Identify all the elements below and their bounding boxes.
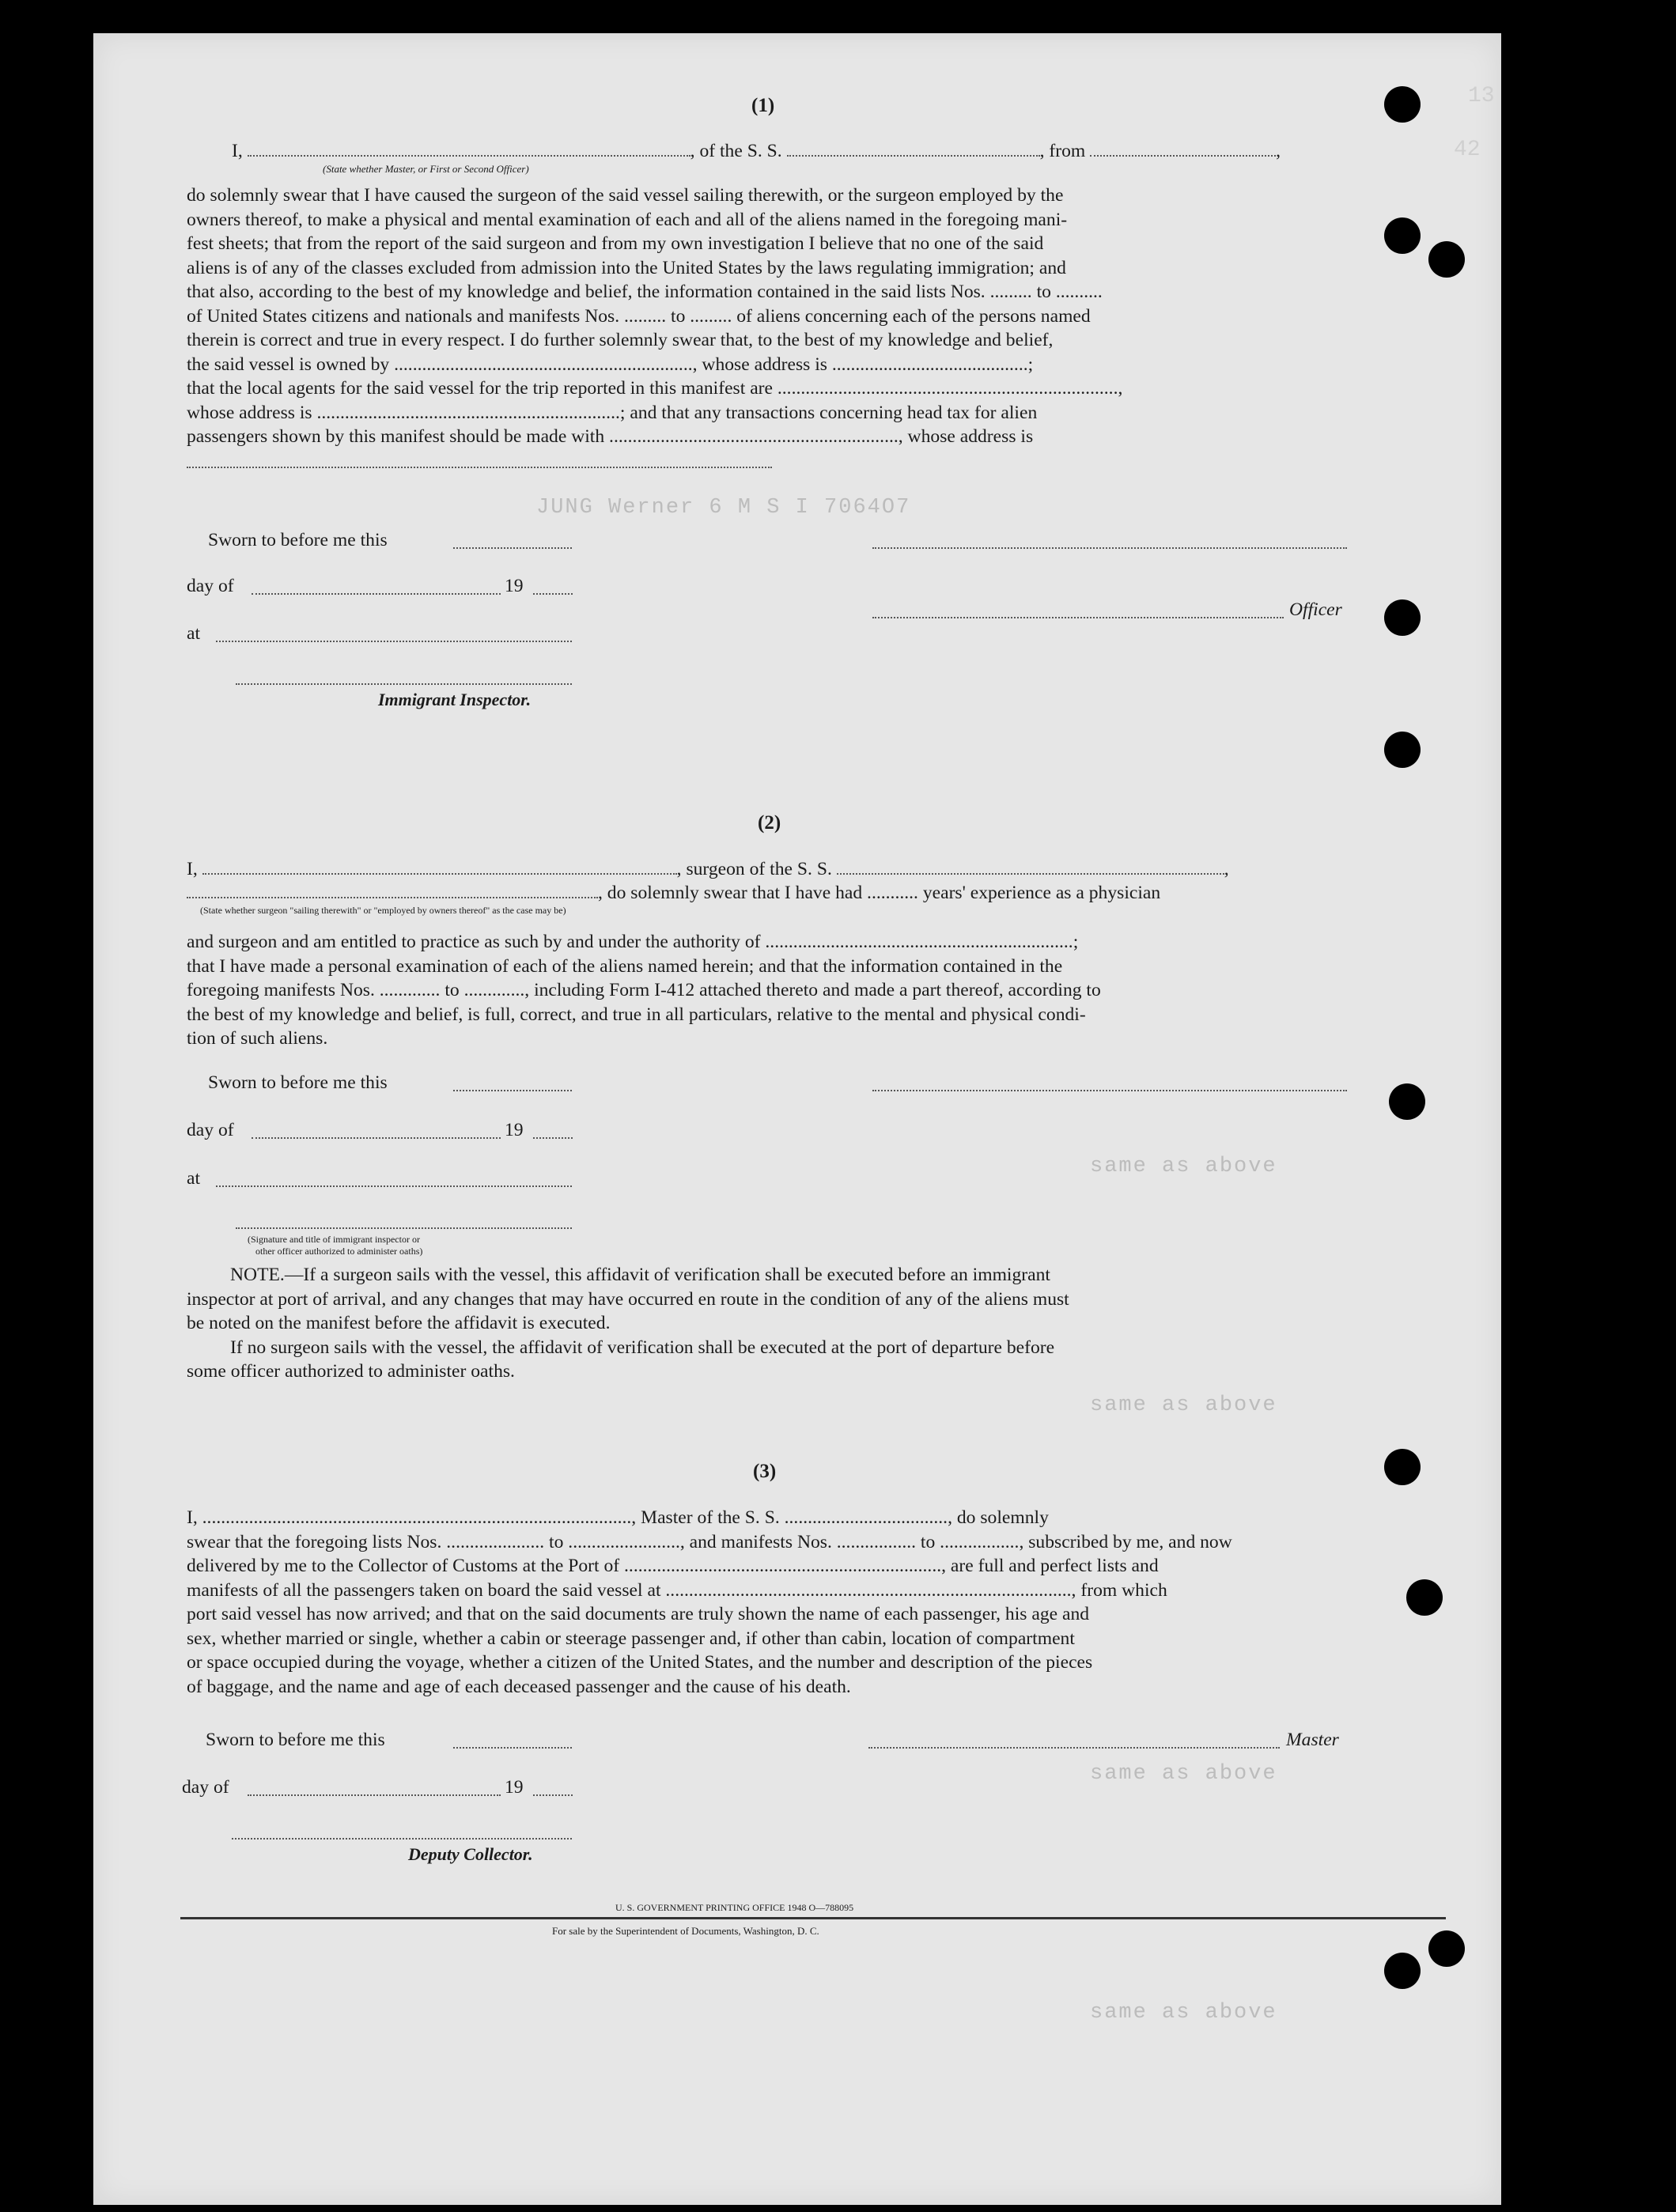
oath-line: sex, whether married or single, whether a cabin or steerage passenger and, if other than cabin, location of compartment <box>187 1628 1075 1649</box>
binder-hole <box>1384 86 1421 123</box>
day-of-label-1: day of <box>187 576 234 596</box>
surgeon-line-2: , do solemnly swear that I have had ........... years' experience as a physician <box>187 883 1160 904</box>
binder-hole <box>1384 1953 1421 1989</box>
note-line: be noted on the manifest before the affidavit is executed. <box>187 1313 611 1333</box>
master-label: Master <box>1286 1730 1339 1750</box>
oath-line: delivered by me to the Collector of Customs at the Port of ...................................................................., are full and perfect lists and <box>187 1556 1159 1576</box>
footer-rule <box>180 1917 1446 1919</box>
at-label-1: at <box>187 623 201 644</box>
at-field-2[interactable] <box>216 1185 572 1187</box>
form-sheet <box>93 33 1501 2205</box>
signature-line-1[interactable] <box>872 547 1347 549</box>
binder-hole <box>1384 732 1421 768</box>
immigrant-inspector-label: Immigrant Inspector. <box>378 690 532 709</box>
bleed-through-text: same as above <box>1090 2001 1277 2025</box>
oath-line: or space occupied during the voyage, whether a citizen of the United States, and the number and description of the pieces <box>187 1652 1093 1673</box>
oath-line: port said vessel has now arrived; and that on the said documents are truly shown the name of each passenger, his age and <box>187 1604 1090 1624</box>
day-of-field-3[interactable] <box>248 1794 501 1796</box>
binder-hole <box>1428 241 1465 278</box>
collector-signature-line[interactable] <box>232 1838 572 1840</box>
oath-line: I, ............................................................................................, Master of the S. S. ..................................., do solemnly <box>187 1507 1049 1528</box>
year-prefix-3: 19 <box>505 1777 524 1798</box>
role-caption: (State whether Master, or First or Second Officer) <box>323 163 529 175</box>
sale-notice: For sale by the Superintendent of Documents, Washington, D. C. <box>552 1925 819 1937</box>
oath-line: fest sheets; that from the report of the said surgeon and from my own investigation I believe that no one of the said <box>187 233 1044 254</box>
oath-line: whose address is .................................................................; and that any transactions concerning head tax for alien <box>187 402 1038 423</box>
at-label-2: at <box>187 1168 201 1189</box>
day-of-field-1[interactable] <box>252 593 501 595</box>
oath-opening-line: I, , of the S. S. , from , <box>232 141 1281 161</box>
note-label: NOTE. <box>230 1265 285 1285</box>
oath-line: tion of such aliens. <box>187 1028 328 1049</box>
official-signature-line[interactable] <box>236 1227 572 1229</box>
section-1-number: (1) <box>751 95 775 116</box>
bleed-through-mark: 42 <box>1454 138 1481 162</box>
oath-line: that I have made a personal examination of each of the aliens named herein; and that the information contained in the <box>187 955 1063 977</box>
note2-line: some officer authorized to administer oaths. <box>187 1361 515 1382</box>
at-field-1[interactable] <box>216 641 572 642</box>
sworn-date-field-2[interactable] <box>453 1090 572 1091</box>
bleed-through-text: JUNG Werner 6 M S I 7064O7 <box>536 496 911 520</box>
year-field-2[interactable] <box>533 1137 573 1139</box>
oath-line: passengers shown by this manifest should be made with .............................................................., whose address is <box>187 426 1034 447</box>
oath-line: swear that the foregoing lists Nos. ..................... to ........................, and manifests Nos. ................. to ................., subscribed by me, and now <box>187 1531 1232 1552</box>
sworn-date-field-3[interactable] <box>453 1747 572 1749</box>
binder-hole <box>1406 1579 1443 1616</box>
surgeon-line-1: I, , surgeon of the S. S. , <box>187 859 1229 879</box>
sworn-label-2: Sworn to before me this <box>208 1072 388 1093</box>
section-2-number: (2) <box>758 812 781 834</box>
day-of-field-2[interactable] <box>252 1137 501 1139</box>
oath-line: aliens is of any of the classes excluded from admission into the United States by the laws regulating immigration; and <box>187 257 1066 278</box>
oath-line: do solemnly swear that I have caused the surgeon of the said vessel sailing therewith, or the surgeon employed by the <box>187 185 1064 206</box>
day-of-label-2: day of <box>187 1120 234 1140</box>
master-signature-line[interactable] <box>868 1747 1280 1749</box>
year-field-1[interactable] <box>533 593 573 595</box>
oath-line: owners thereof, to make a physical and mental examination of each and all of the aliens named in the foregoing mani- <box>187 209 1068 230</box>
oath-line: that the local agents for the said vessel for the trip reported in this manifest are ........................................................................., <box>187 378 1123 399</box>
day-of-label-3: day of <box>182 1777 229 1798</box>
bleed-through-text: same as above <box>1090 1155 1277 1178</box>
bleed-through-mark: 13 <box>1468 84 1495 108</box>
printing-office-imprint: U. S. GOVERNMENT PRINTING OFFICE 1948 O—788095 <box>615 1902 854 1913</box>
signature-caption-2: other officer authorized to administer oaths) <box>255 1246 423 1257</box>
year-field-3[interactable] <box>533 1794 573 1796</box>
binder-hole <box>1384 1449 1421 1485</box>
oath-line: foregoing manifests Nos. ............. to ............., including Form I-412 attached thereto and made a part thereof, according to <box>187 980 1101 1000</box>
oath-line: manifests of all the passengers taken on board the said vessel at ......................................................................................., from which <box>187 1579 1167 1601</box>
section-3-oath-text <box>187 1506 1452 1699</box>
inspector-signature-line[interactable] <box>236 683 572 685</box>
surgeon-caption: (State whether surgeon "sailing therewith" or "employed by owners thereof" as the case may be) <box>200 905 566 916</box>
signature-caption-1: (Signature and title of immigrant inspector or <box>248 1234 420 1245</box>
sworn-label-1: Sworn to before me this <box>208 530 388 550</box>
oath-line: therein is correct and true in every respect. I do further solemnly swear that, to the best of my knowledge and belief, <box>187 330 1054 350</box>
section-2-oath-text <box>187 930 1452 1051</box>
sworn-label-3: Sworn to before me this <box>206 1730 385 1750</box>
oath-line: of baggage, and the name and age of each deceased passenger and the cause of his death. <box>187 1676 851 1697</box>
note-line: —If a surgeon sails with the vessel, this affidavit of verification shall be executed before an immigrant <box>284 1265 1050 1285</box>
address-line <box>187 467 772 468</box>
oath-line: that also, according to the best of my knowledge and belief, the information contained in the said lists Nos. ......... to .......... <box>187 282 1103 302</box>
note-line: inspector at port of arrival, and any changes that may have occurred en route in the condition of any of the aliens must <box>187 1288 1069 1310</box>
note-paragraph <box>187 1263 1452 1384</box>
officer-label: Officer <box>1289 599 1342 620</box>
officer-line[interactable] <box>872 617 1284 618</box>
binder-hole <box>1384 599 1421 636</box>
binder-hole <box>1389 1083 1425 1120</box>
binder-hole <box>1384 217 1421 254</box>
year-prefix-2: 19 <box>505 1120 524 1140</box>
deputy-collector-label: Deputy Collector. <box>408 1844 533 1864</box>
oath-line: the best of my knowledge and belief, is full, correct, and true in all particulars, relative to the mental and physical condi- <box>187 1004 1086 1025</box>
binder-hole <box>1428 1930 1465 1967</box>
oath-line: the said vessel is owned by ................................................................, whose address is ..........................................; <box>187 354 1034 375</box>
section-1-oath-text <box>187 183 1452 449</box>
bleed-through-text: same as above <box>1090 1393 1277 1417</box>
oath-line: and surgeon and am entitled to practice as such by and under the authority of ..................................................................; <box>187 932 1079 952</box>
signature-line-2[interactable] <box>872 1090 1347 1091</box>
section-3-number: (3) <box>753 1461 777 1482</box>
year-prefix-1: 19 <box>505 576 524 596</box>
bleed-through-text: same as above <box>1090 1762 1277 1786</box>
oath-line: of United States citizens and nationals and manifests Nos. ......... to ......... of aliens concerning each of the persons named <box>187 305 1091 327</box>
note2-line: If no surgeon sails with the vessel, the affidavit of verification shall be executed at the port of departure before <box>230 1337 1055 1358</box>
sworn-date-field-1[interactable] <box>453 547 572 549</box>
